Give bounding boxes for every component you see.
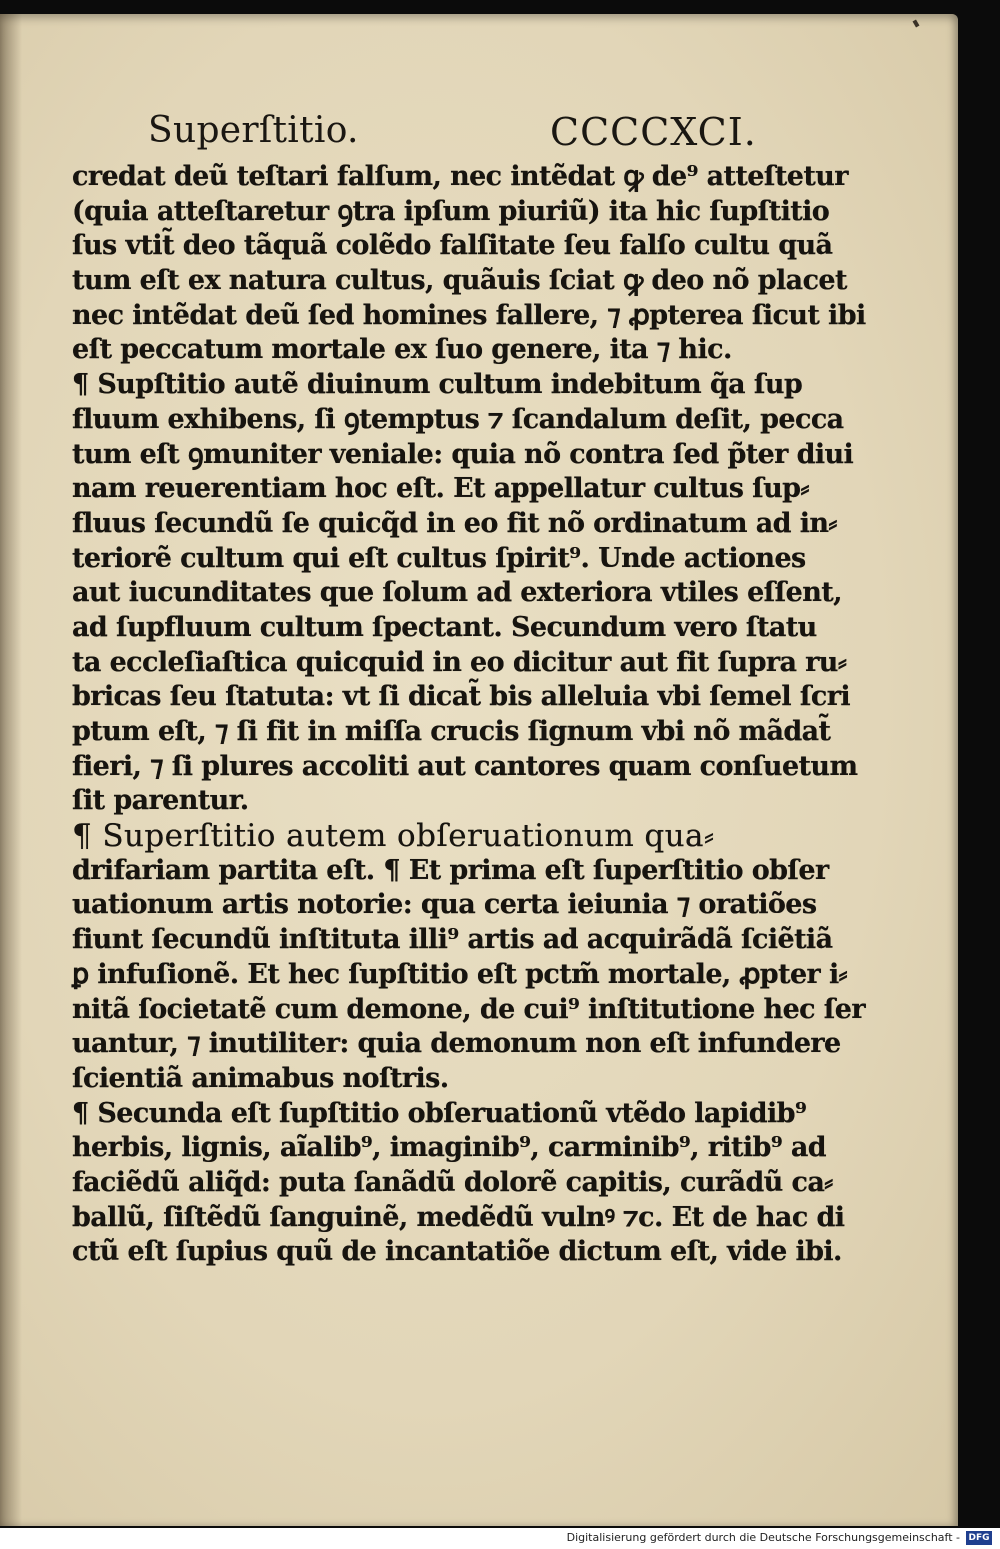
- funding-credit: Digitalisierung gefördert durch die Deutsche Forschungsgemeinschaft -: [566, 1531, 960, 1544]
- running-title: Superſtitio.: [148, 110, 359, 151]
- text-line: uantur, ⁊ inutiliter: quia demonum non eſt infundere: [72, 1028, 841, 1060]
- text-line: bricas ſeu ſtatuta: vt ſi dicat̃ bis alleluia vbi ſemel ſcri: [72, 681, 851, 713]
- text-line: ballũ, ſiſtẽdũ ſanguinẽ, medẽdũ vulnꝰ ⁊c. Et de hac di: [72, 1201, 845, 1233]
- text-block: [72, 160, 866, 1270]
- text-line: nec intẽdat deũ ſed homines fallere, ⁊ ꝓpterea ſicut ibi: [72, 299, 866, 331]
- dfg-logo: DFG: [966, 1531, 992, 1545]
- text-line: eſt peccatum mortale ex ſuo genere, ita ⁊ hic.: [72, 334, 732, 366]
- text-line: ptum eſt, ⁊ ſi fit in miſſa crucis ſignum vbi nõ mãdat̃: [72, 716, 831, 747]
- text-line: uationum artis notorie: qua certa ieiunia ⁊ oratiões: [72, 889, 817, 921]
- text-line: ctũ eſt ſupius quũ de incantatiõe dictum eſt, vide ibi.: [72, 1236, 842, 1268]
- text-line: ¶ Supſtitio autẽ diuinum cultum indebitum q̃a ſup: [72, 369, 803, 401]
- text-line: fieri, ⁊ ſi plures accoliti aut cantores quam conſuetum: [72, 750, 858, 782]
- text-line: (quia atteſtaretur ꝯtra ipſum piuriũ) ita hic ſupſtitio: [72, 195, 830, 227]
- text-line: aut iucunditates que ſolum ad exteriora vtiles eſſent,: [72, 577, 842, 609]
- spine-shadow: [0, 14, 22, 1526]
- text-line: credat deũ teſtari falſum, nec intẽdat ꝙ de⁹ atteſtetur: [72, 161, 848, 192]
- text-line: tum eſt ex natura cultus, quãuis ſciat ꝙ deo nõ placet: [72, 265, 847, 297]
- text-line: ta eccleſiaſtica quicquid in eo dicitur aut fit ſupra ru⸗: [72, 646, 847, 678]
- text-line: fluus ſecundũ ſe quicq̃d in eo fit nõ ordinatum ad in⸗: [72, 507, 837, 539]
- text-line: nam reuerentiam hoc eſt. Et appellatur cultus ſup⸗: [72, 473, 809, 505]
- text-line: tum eſt ꝯmuniter veniale: quia nõ contra ſed p̃ter diui: [72, 438, 854, 470]
- text-line: ꝑ infuſionẽ. Et hec ſupſtitio eſt pctm̃ mortale, ꝓpter i⸗: [72, 958, 848, 990]
- text-line: ¶ Secunda eſt ſupſtitio obſeruationũ vtẽdo lapidib⁹: [72, 1097, 807, 1129]
- text-line: fiunt ſecundũ inſtituta illi⁹ artis ad acquirãdã ſciẽtiã: [72, 924, 833, 956]
- text-line: herbis, lignis, aĩalib⁹, imaginib⁹, carminib⁹, ritib⁹ ad: [72, 1132, 827, 1164]
- text-line-heading: ¶ Superſtitio autem obſeruationum qua⸗: [72, 818, 715, 855]
- text-line: teriorẽ cultum qui eſt cultus ſpirit⁹. Unde actiones: [72, 542, 806, 574]
- folio-number: CCCCXCI.: [550, 110, 757, 154]
- page-header: [0, 110, 958, 162]
- text-line: ſus vtit̃ deo tãquã colẽdo falſitate ſeu falſo cultu quã: [72, 230, 833, 262]
- text-line: ſit parentur.: [72, 785, 249, 817]
- text-line: fluum exhibens, ſi ꝯtemptus ⁊ ſcandalum deſit, pecca: [72, 403, 844, 435]
- text-line: ſcientiã animabus noſtris.: [72, 1062, 449, 1094]
- text-line: ad ſupfluum cultum ſpectant. Secundum vero ſtatu: [72, 611, 817, 643]
- text-line: drifariam partita eſt. ¶ Et prima eſt ſuperſtitio obſer: [72, 854, 829, 886]
- text-line: nitã ſocietatẽ cum demone, de cui⁹ inſtitutione hec ſer: [72, 993, 866, 1025]
- text-line: faciẽdũ aliq̃d: puta ſanãdũ dolorẽ capitis, curãdũ ca⸗: [72, 1166, 833, 1198]
- digitization-footer: [0, 1528, 1000, 1549]
